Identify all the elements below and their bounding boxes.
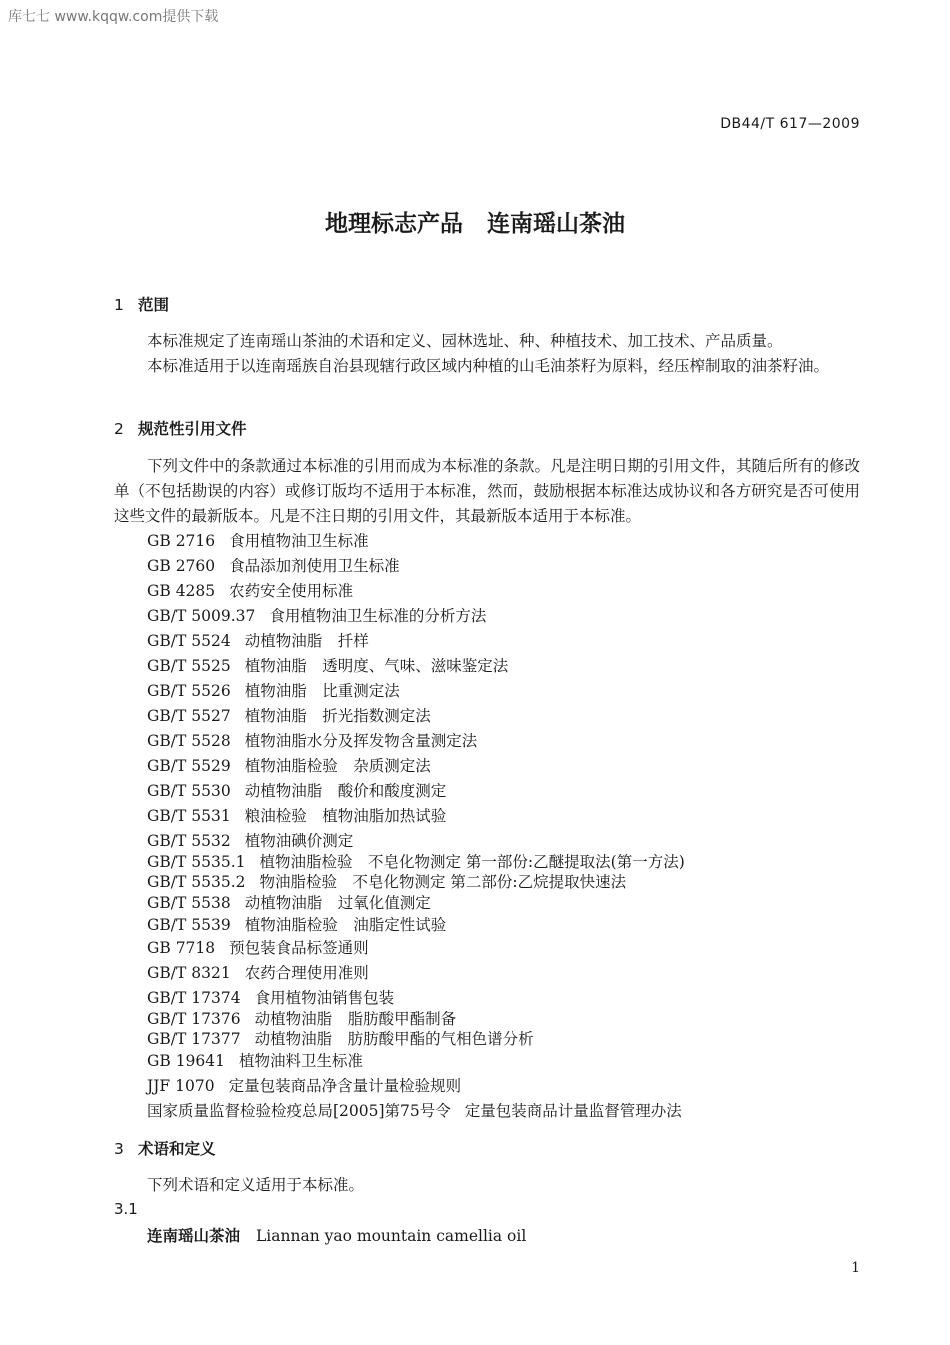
reference-title: 农药合理使用准则 xyxy=(244,964,369,982)
term-chinese: 连南瑶山茶油 xyxy=(147,1227,241,1245)
reference-code: GB/T 5539 xyxy=(147,916,231,934)
reference-item xyxy=(147,729,477,751)
reference-code: 国家质量监督检验检疫总局[2005]第75号令 xyxy=(147,1102,451,1120)
section-title: 范围 xyxy=(138,296,170,314)
reference-title: 植物油脂检验 油脂定性试验 xyxy=(244,916,447,934)
reference-item xyxy=(147,554,400,576)
term-english: Liannan yao mountain camellia oil xyxy=(256,1227,527,1245)
reference-title: 定量包装商品净含量计量检验规则 xyxy=(228,1077,462,1095)
section-1-heading xyxy=(114,293,169,315)
reference-item xyxy=(147,704,431,726)
reference-code: GB 7718 xyxy=(147,939,216,957)
reference-item xyxy=(147,1027,534,1049)
reference-title: 预包装食品标签通则 xyxy=(229,939,369,957)
reference-code: GB/T 8321 xyxy=(147,964,231,982)
reference-item xyxy=(147,1074,461,1096)
section-2-heading xyxy=(114,417,247,439)
reference-item xyxy=(147,936,369,958)
reference-code: GB/T 5532 xyxy=(147,832,231,850)
reference-title: 动植物油脂 肪肪酸甲酯的气相色谱分析 xyxy=(254,1030,534,1048)
section-1-para-2: 本标准适用于以连南瑶族自治县现辖行政区域内种植的山毛油茶籽为原料，经压榨制取的油茶籽油。 xyxy=(147,357,830,375)
reference-title: 植物油料卫生标准 xyxy=(239,1052,364,1070)
reference-title: 食用植物油销售包装 xyxy=(254,989,395,1007)
reference-item xyxy=(147,829,353,851)
reference-code: GB/T 5535.2 xyxy=(147,873,246,891)
reference-code: GB 2716 xyxy=(147,532,216,550)
reference-code: GB/T 5529 xyxy=(147,757,231,775)
reference-code: GB/T 5528 xyxy=(147,732,231,750)
reference-title: 植物油脂 透明度、气味、滋味鉴定法 xyxy=(244,657,509,675)
reference-code: GB/T 5535.1 xyxy=(147,853,246,871)
reference-title: 食用植物油卫生标准 xyxy=(229,532,369,550)
document-number: DB44/T 617—2009 xyxy=(720,116,860,132)
reference-item xyxy=(147,679,400,701)
reference-title: 粮油检验 植物油脂加热试验 xyxy=(244,807,447,825)
reference-title: 植物油脂 比重测定法 xyxy=(244,682,400,700)
reference-item xyxy=(147,654,508,676)
section-title: 术语和定义 xyxy=(138,1140,216,1158)
section-3-heading xyxy=(114,1137,216,1159)
reference-title: 植物油脂检验 不皂化物测定 第一部份:乙醚提取法(第一方法) xyxy=(259,853,685,871)
reference-title: 动植物油脂 脂肪酸甲酯制备 xyxy=(254,1010,457,1028)
reference-code: GB/T 5530 xyxy=(147,782,231,800)
reference-code: GB/T 5525 xyxy=(147,657,231,675)
reference-item xyxy=(147,604,486,626)
reference-item xyxy=(147,579,353,601)
reference-item xyxy=(147,1049,363,1071)
reference-title: 动植物油脂 扦样 xyxy=(244,632,369,650)
reference-code: GB/T 17374 xyxy=(147,989,241,1007)
reference-code: GB/T 17377 xyxy=(147,1030,241,1048)
reference-code: GB/T 5527 xyxy=(147,707,231,725)
reference-item xyxy=(147,870,626,892)
title-part-1: 地理标志产品 xyxy=(325,211,463,237)
reference-title: 定量包装商品计量监督管理办法 xyxy=(464,1102,682,1120)
term-entry xyxy=(147,1224,526,1246)
reference-title: 植物油脂检验 杂质测定法 xyxy=(244,757,431,775)
reference-item xyxy=(147,804,446,826)
reference-title: 植物油碘价测定 xyxy=(244,832,354,850)
reference-item xyxy=(147,629,369,651)
section-number: 1 xyxy=(114,296,124,314)
section-1-para-1: 本标准规定了连南瑶山茶油的术语和定义、园林选址、种、种植技术、加工技术、产品质量。 xyxy=(147,332,783,350)
reference-item xyxy=(147,913,446,935)
reference-item xyxy=(147,961,369,983)
reference-code: GB/T 5538 xyxy=(147,894,231,912)
reference-title: 动植物油脂 酸价和酸度测定 xyxy=(244,782,447,800)
subsection-number: 3.1 xyxy=(114,1200,138,1218)
reference-item xyxy=(147,779,446,801)
reference-code: JJF 1070 xyxy=(147,1077,215,1095)
reference-title: 物油脂检验 不皂化物测定 第二部份:乙烷提取快速法 xyxy=(259,873,627,891)
reference-code: GB/T 5526 xyxy=(147,682,231,700)
reference-title: 食用植物油卫生标准的分析方法 xyxy=(269,607,487,625)
reference-code: GB/T 5524 xyxy=(147,632,231,650)
title-part-2: 连南瑶山茶油 xyxy=(487,211,625,237)
reference-code: GB 4285 xyxy=(147,582,216,600)
section-number: 2 xyxy=(114,420,124,438)
section-2-intro: 下列文件中的条款通过本标准的引用而成为本标准的条款。凡是注明日期的引用文件，其随后所有的修改单（不包括勘误的内容）或修订版均不适用于本标准，然而，鼓励根据本标准达成协议和各方研究是否可使用这些文件的最新版本。凡是不注日期的引用文件，其最新版本适用于本标准。 xyxy=(114,457,861,525)
section-title: 规范性引用文件 xyxy=(138,420,247,438)
reference-item xyxy=(147,850,685,872)
reference-item xyxy=(147,986,394,1008)
reference-code: GB/T 17376 xyxy=(147,1010,241,1028)
reference-item xyxy=(147,529,369,551)
reference-code: GB 19641 xyxy=(147,1052,226,1070)
reference-item xyxy=(147,1099,682,1121)
reference-code: GB 2760 xyxy=(147,557,216,575)
reference-item xyxy=(147,754,431,776)
reference-title: 农药安全使用标准 xyxy=(229,582,354,600)
reference-item xyxy=(147,891,431,913)
page-title xyxy=(0,205,950,238)
reference-title: 动植物油脂 过氧化值测定 xyxy=(244,894,431,912)
reference-item xyxy=(147,1007,456,1029)
section-3-intro: 下列术语和定义适用于本标准。 xyxy=(147,1176,365,1194)
watermark: 库七七 www.kqqw.com提供下载 xyxy=(8,9,219,25)
reference-title: 植物油脂 折光指数测定法 xyxy=(244,707,431,725)
reference-title: 食品添加剂使用卫生标准 xyxy=(229,557,400,575)
reference-code: GB/T 5009.37 xyxy=(147,607,256,625)
page-number: 1 xyxy=(851,1260,860,1276)
section-number: 3 xyxy=(114,1140,124,1158)
reference-title: 植物油脂水分及挥发物含量测定法 xyxy=(244,732,478,750)
reference-code: GB/T 5531 xyxy=(147,807,231,825)
